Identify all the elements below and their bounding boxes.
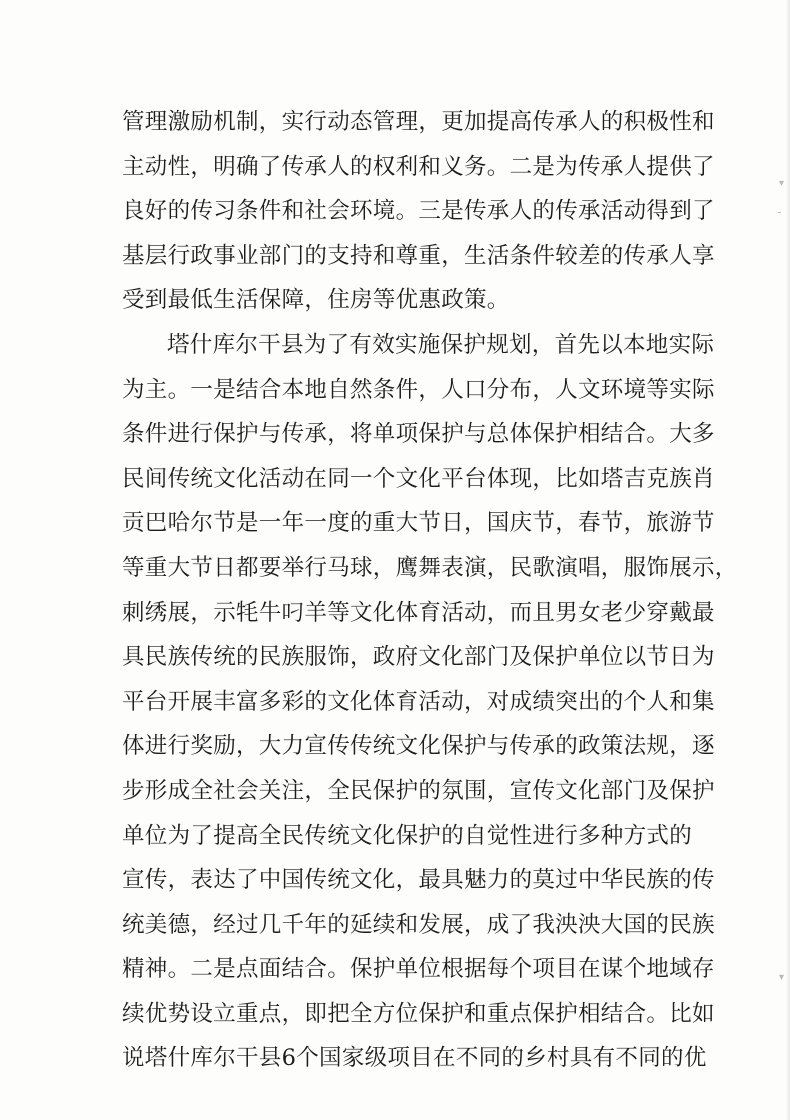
text-line: 宣传，表达了中国传统文化，最具魅力的莫过中华民族的传 [122, 867, 715, 894]
scan-speck-mark: ╴ [777, 208, 784, 219]
text-line: 等重大节日都要举行马球，鹰舞表演，民歌演唱，服饰展示， [122, 554, 738, 581]
text-line: 说塔什库尔干县6个国家级项目在不同的乡村具有不同的优 [122, 1045, 707, 1072]
text-line: 刺绣展，示牦牛叼羊等文化体育活动，而且男女老少穿戴最 [122, 599, 715, 626]
scan-speck-mark: ▾ [778, 972, 784, 983]
text-line: 条件进行保护与传承，将单项保护与总体保护相结合。大多 [122, 421, 715, 448]
text-line: 续优势设立重点，即把全方位保护和重点保护相结合。比如 [122, 1000, 715, 1027]
text-line: 良好的传习条件和社会环境。三是传承人的传承活动得到了 [122, 198, 715, 225]
text-line: 体进行奖励，大力宣传传统文化保护与传承的政策法规，逐 [122, 733, 715, 760]
text-line: 为主。一是结合本地自然条件，人口分布，人文环境等实际 [122, 376, 715, 403]
text-line: 精神。二是点面结合。保护单位根据每个项目在谋个地域存 [122, 956, 715, 983]
text-line: 管理激励机制，实行动态管理，更加提高传承人的积极性和 [122, 109, 715, 135]
scan-speck-mark: ▾ [778, 178, 784, 189]
text-line: 民间传统文化活动在同一个文化平台体现，比如塔吉克族肖 [122, 465, 715, 492]
body-text [122, 100, 738, 1081]
paragraph-start-line: 塔什库尔干县为了有效实施保护规划，首先以本地实际 [167, 331, 715, 358]
text-line: 基层行政事业部门的支持和尊重，生活条件较差的传承人享 [122, 242, 715, 269]
text-line: 主动性，明确了传承人的权利和义务。二是为传承人提供了 [122, 153, 715, 180]
scan-edge-shadow [786, 0, 790, 1120]
text-line: 具民族传统的民族服饰，政府文化部门及保护单位以节日为 [122, 644, 715, 671]
text-line: 受到最低生活保障，住房等优惠政策。 [122, 287, 510, 314]
text-line: 单位为了提高全民传统文化保护的自觉性进行多种方式的 [122, 822, 693, 849]
text-line: 步形成全社会关注，全民保护的氛围，宣传文化部门及保护 [122, 777, 715, 804]
text-line: 贡巴哈尔节是一年一度的重大节日，国庆节，春节，旅游节 [122, 510, 715, 537]
text-line: 平台开展丰富多彩的文化体育活动，对成绩突出的个人和集 [122, 688, 715, 715]
text-line: 统美德，经过几千年的延续和发展，成了我泱泱大国的民族 [122, 911, 715, 938]
